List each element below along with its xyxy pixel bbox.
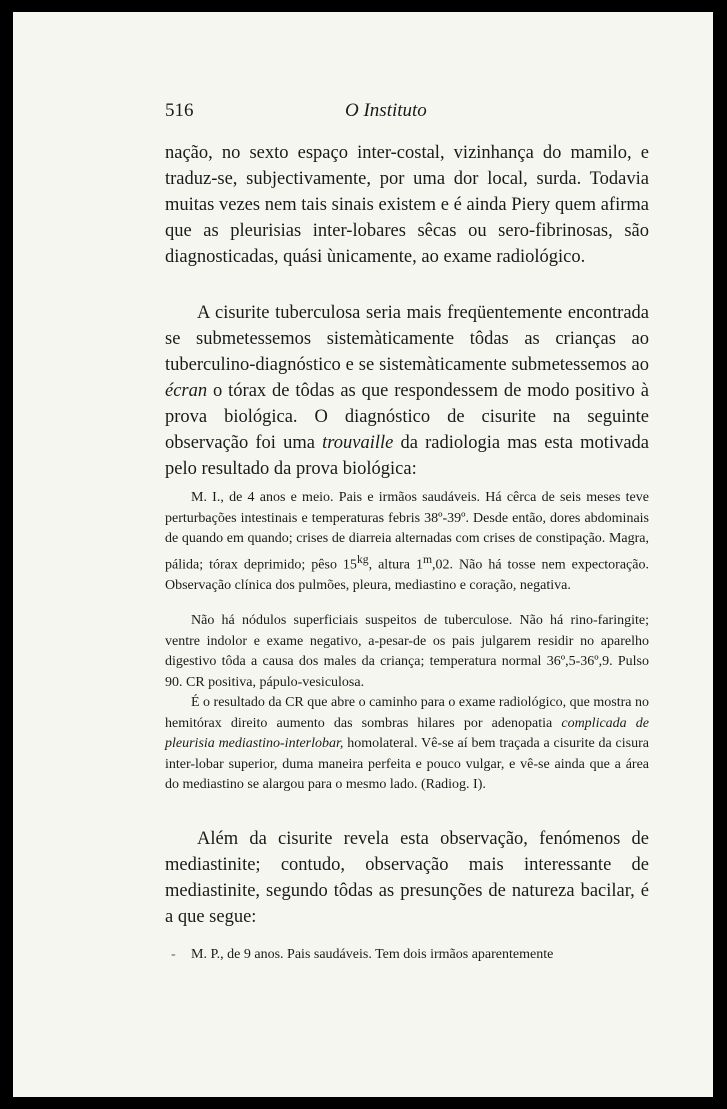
paragraph-text: A cisurite tuberculosa seria mais freqüentemente encontrada se submetessemos sistemàticamente tôdas as crianças ao tuberculino-diagnóstico e se sistemàticamente submetessemos ao — [165, 303, 649, 375]
observation-mi-radiology — [165, 693, 649, 796]
observation-mp — [165, 945, 649, 966]
unit-kg: kg — [356, 552, 369, 566]
paragraph-text: Além da cisurite revela esta observação, fenómenos de mediastinite; contudo, observação mais interessante de mediastinite, segundo tôdas as presunções de natureza bacilar, é a que segue: — [165, 829, 649, 927]
observation-text: homolateral. Vê-se aí bem traçada a cisurite da cisura inter-lobar superior, duma maneira perfeita e pouco vulgar, e vê-se ainda que a área do mediastino se alargou para o mesmo lado. (Radiog. I). — [165, 736, 649, 792]
page-header — [165, 100, 555, 130]
page-number: 516 — [165, 100, 194, 121]
paragraph-cisurite — [165, 300, 649, 482]
observation-text: M. P., de 9 anos. Pais saudáveis. Tem dois irmãos aparentemente — [191, 947, 554, 962]
book-page — [13, 12, 713, 1097]
observation-text: É o resultado da CR que abre o caminho para o exame radiológico, que mostra no hemitórax direito aumento das sombras hilares por adenopatia — [165, 695, 649, 731]
observation-mi-exam — [165, 611, 649, 693]
paragraph-mediastinite — [165, 826, 649, 930]
italic-diagnosis: complicada de pleurisia mediastino-interlobar, — [165, 715, 650, 751]
observation-text: , altura 1 — [368, 557, 423, 573]
paragraph-text: o tórax de tôdas as que respondessem de modo positivo à prova biológica. O diagnóstico de cisurite na seguinte observação foi uma — [165, 381, 649, 453]
italic-term-ecran: écran — [165, 381, 208, 401]
paragraph-text: da radiologia mas esta motivada pelo resultado da prova biológica: — [165, 433, 650, 479]
observation-text: Não há nódulos superficiais suspeitos de tuberculose. Não há rino-faringite; ventre indolor e exame negativo, a-pesar-de os pais julgarem residir no aparelho digestivo tôda a causa dos males da criança; temperatura normal 36º,5-36º,9. Pulso 90. CR positiva, pápulo-vesiculosa. — [165, 613, 649, 690]
unit-m: m — [422, 552, 433, 566]
paragraph-continuation — [165, 140, 649, 270]
observation-text: ,02. Não há tosse nem expectoração. Observação clínica dos pulmões, pleura, mediastino e coração, negativa. — [165, 557, 649, 593]
observation-mi-history — [165, 488, 649, 596]
paragraph-text: nação, no sexto espaço inter-costal, vizinhança do mamilo, e traduz-se, subjectivamente, por uma dor local, surda. Todavia muitas vezes nem tais sinais existem e é ainda Piery quem afirma que as pleurisias inter-lobares sêcas ou sero-fibrinosas, são diagnosticadas, quási ùnicamente, ao exame radiológico. — [165, 143, 649, 267]
margin-dash: - — [171, 947, 176, 962]
observation-text: M. I., de 4 anos e meio. Pais e irmãos saudáveis. Há cêrca de seis meses teve perturbações intestinais e temperaturas febris 38º-39º. Desde então, dores abdominais de quando em quando; crises de diarreia alternadas com crises de constipação. Magra, pálida; tórax deprimido; pêso 15 — [165, 490, 649, 573]
running-title: O Instituto — [345, 100, 427, 121]
italic-term-trouvaille: trouvaille — [322, 433, 394, 453]
